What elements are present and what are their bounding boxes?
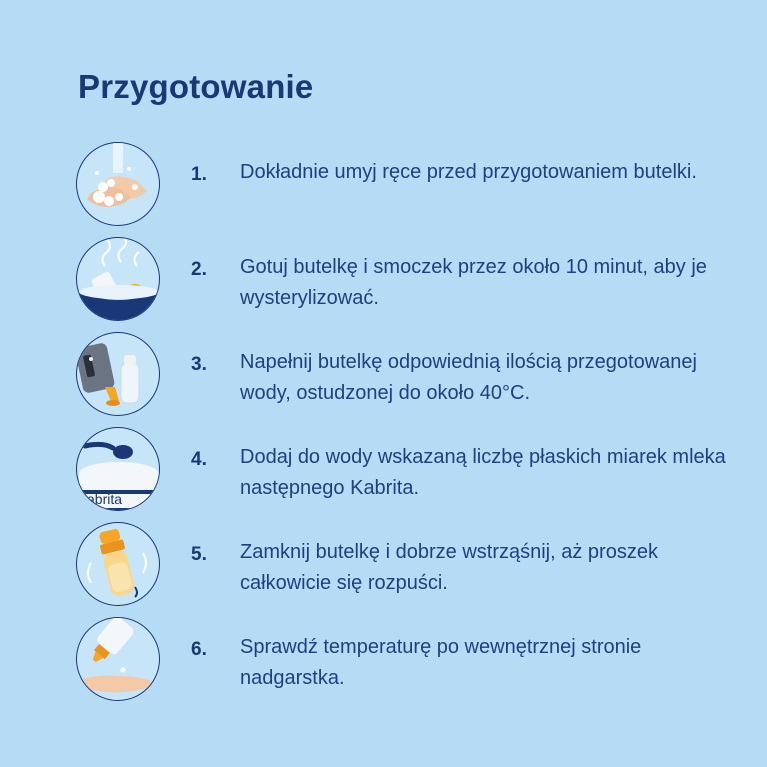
step-number: 6. (191, 639, 207, 660)
step-text: Sprawdź temperaturę po wewnętrznej stronie nadgarstka. (240, 636, 642, 689)
shaking-bottle-icon (76, 522, 160, 606)
wrist-test-icon (76, 617, 160, 701)
step-6 (0, 617, 767, 713)
page-title: Przygotowanie (78, 68, 314, 105)
step-text: Gotuj butelkę i smoczek przez około 10 minut, aby je wysterylizować. (240, 256, 707, 309)
washing-hands-icon (76, 142, 160, 226)
step-3 (0, 332, 767, 428)
step-number: 5. (191, 544, 207, 565)
step-number: 3. (191, 354, 207, 375)
scoop-tin-icon (76, 427, 160, 511)
kabrita-logo: abrita (87, 491, 123, 507)
kettle-bottle-icon (76, 332, 160, 416)
step-text: Napełnij butelkę odpowiednią ilością przegotowanej wody, ostudzonej do około 40°C. (240, 351, 697, 404)
step-1 (0, 142, 767, 238)
step-number: 4. (191, 449, 207, 470)
step-text: Zamknij butelkę i dobrze wstrząśnij, aż proszek całkowicie się rozpuści. (240, 541, 658, 594)
step-text: Dokładnie umyj ręce przed przygotowaniem butelki. (240, 161, 697, 183)
step-4 (0, 427, 767, 523)
boiling-pot-icon (76, 237, 160, 321)
step-number: 2. (191, 259, 207, 280)
step-5 (0, 522, 767, 618)
step-number: 1. (191, 164, 207, 185)
step-text: Dodaj do wody wskazaną liczbę płaskich miarek mleka następnego Kabrita. (240, 446, 726, 499)
step-2 (0, 237, 767, 333)
